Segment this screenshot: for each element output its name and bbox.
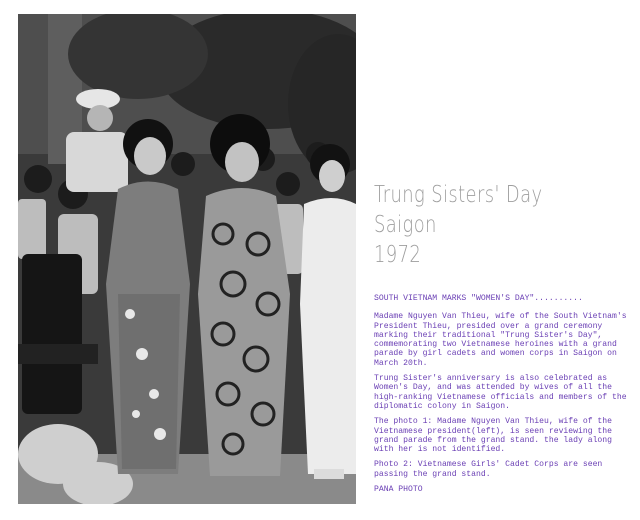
annotation-year: 1972 bbox=[374, 242, 422, 268]
pencil-annotation bbox=[374, 180, 569, 270]
press-photo bbox=[18, 14, 356, 504]
photo-illustration bbox=[18, 14, 356, 504]
annotation-title: Trung Sisters' Day bbox=[374, 182, 543, 208]
caption-paragraph-2: Trung Sister's anniversary is also celebrated as Women's Day, and was attended by wives of all the high-ranking Vietnamese officials and members of the diplomatic colony in Saigon. bbox=[374, 374, 627, 411]
caption-credit: PANA PHOTO bbox=[374, 485, 423, 495]
caption-paragraph-3: The photo 1: Madame Nguyen Van Thieu, wife of the Vietnamese president(left), is seen reviewing the grand parade from the grand stand. the lady along with her is not identified. bbox=[374, 417, 612, 455]
caption-paragraph-1: Madame Nguyen Van Thieu, wife of the South Vietnam's President Thieu, presided over a grand ceremony marking their traditional "Trung Sister's Day", commemorating two Vietnamese heroines with a grand parade by girl cadets and women corps in Saigon on March 20th. bbox=[374, 312, 627, 368]
typed-caption bbox=[374, 294, 630, 500]
caption-headline: SOUTH VIETNAM MARKS "WOMEN'S DAY".......... bbox=[374, 294, 583, 303]
annotation-place: Saigon bbox=[374, 212, 437, 238]
caption-paragraph-4: Photo 2: Vietnamese Girls' Cadet Corps are seen passing the grand stand. bbox=[374, 460, 603, 479]
